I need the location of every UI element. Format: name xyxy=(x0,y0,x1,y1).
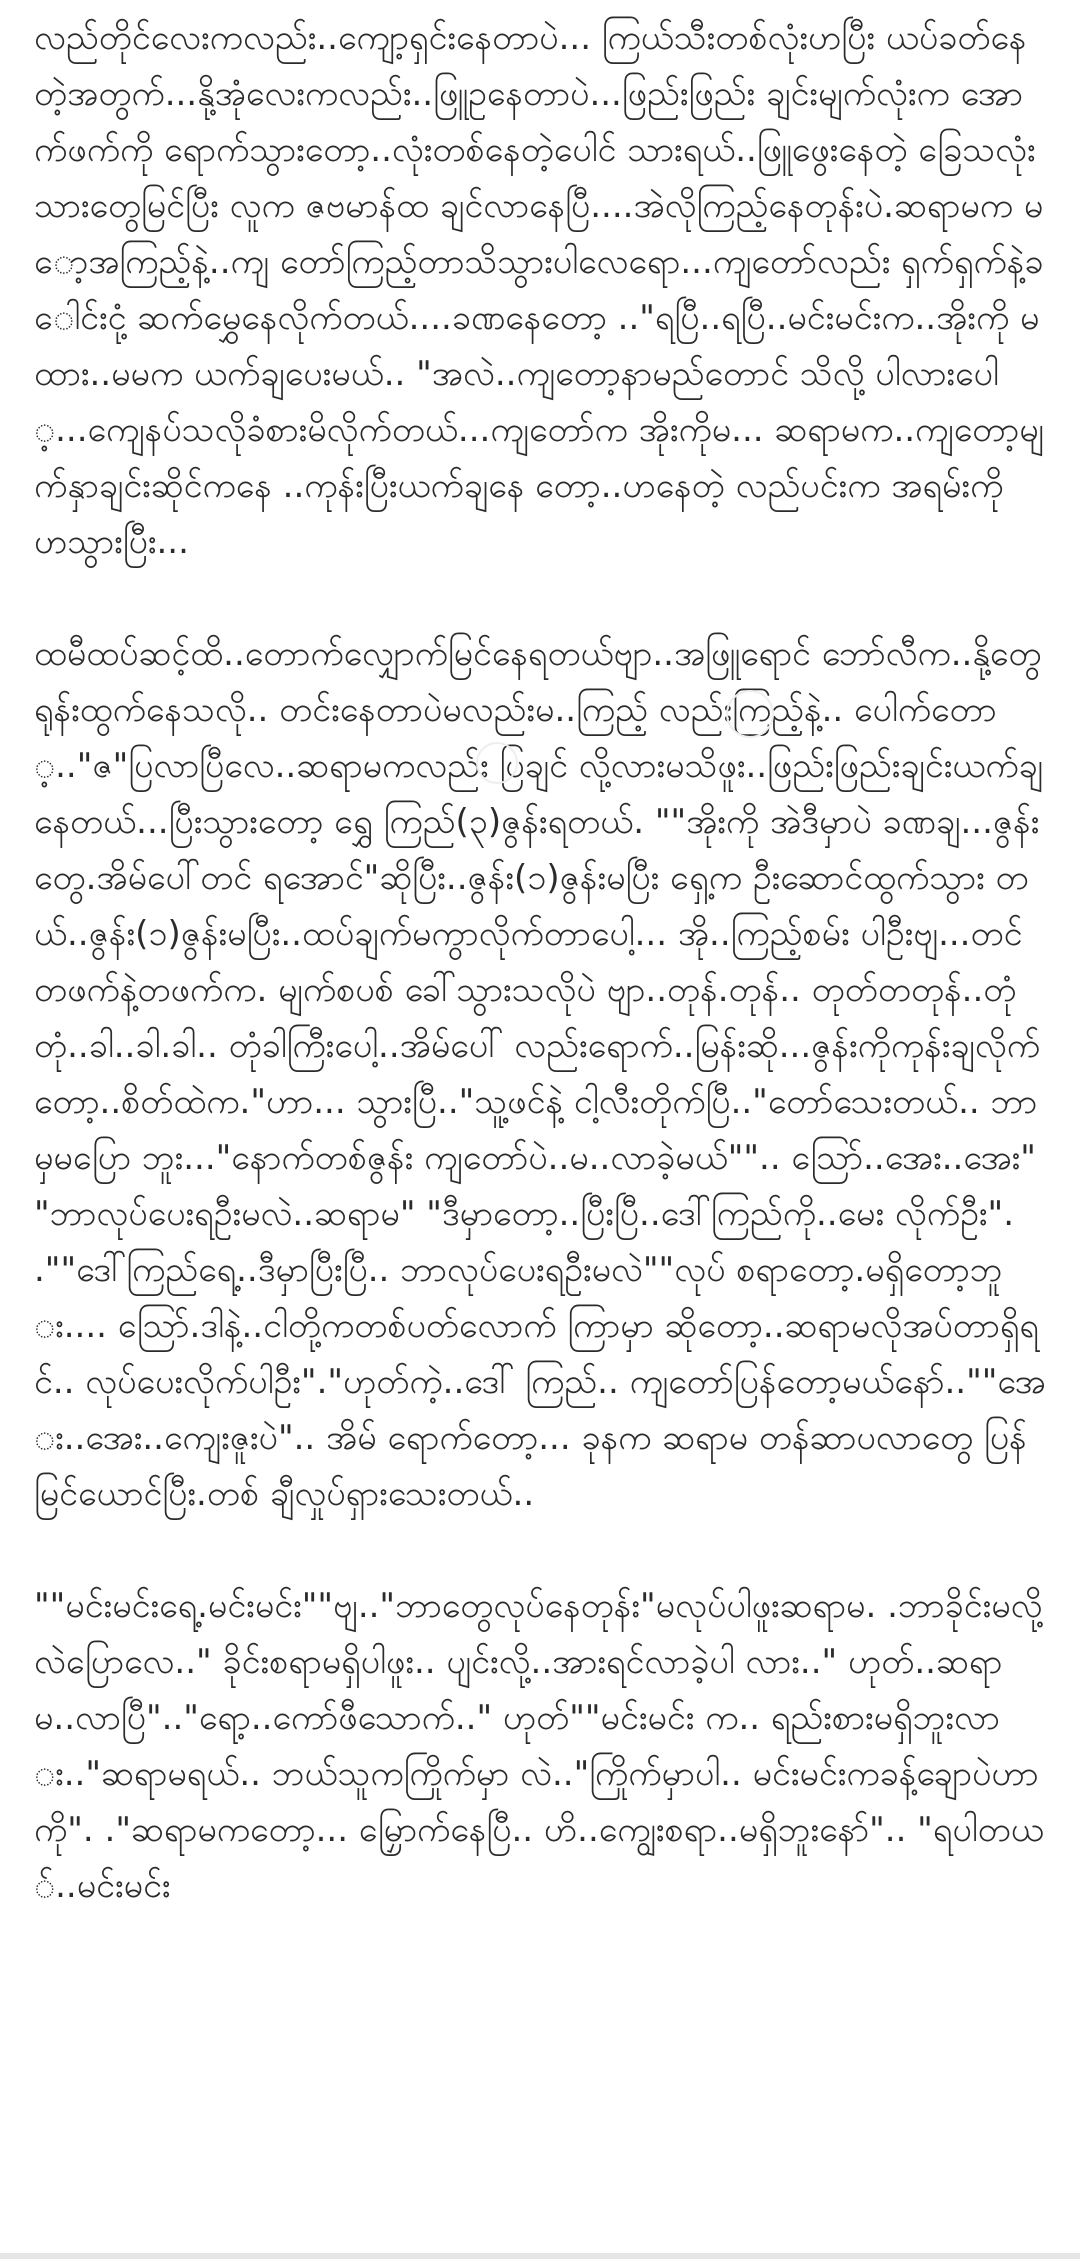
article-paragraph-1: လည်တိုင်လေးကလည်း..ကျော့ရှင်းနေတာပဲ... ကြယ်သီးတစ်လုံးဟပြီး ယပ်ခတ်နေတဲ့အတွက်...နို့အုံလေးကလည်း..ဖြူဥနေတာပဲ...ဖြည်းဖြည်း ချင်းမျက်လုံးက အောက်ဖက်ကို ရောက်သွားတော့..လုံးတစ်နေတဲ့ပေါင် သားရယ်..ဖြူဖွေးနေတဲ့ ခြေသလုံးသားတွေမြင်ပြီး လူက ဇဗမာန်ထ ချင်လာနေပြီ....အဲလိုကြည့်နေတုန်းပဲ.ဆရာမက မော့အကြည့်နဲ့..ကျ တော်ကြည့်တာသိသွားပါလေရော...ကျတော်လည်း ရှက်ရှက်နဲ့ခေါင်းငုံ့ ဆက်မွှေနေလိုက်တယ်....ခဏနေတော့ .."ရပြီ..ရပြီ..မင်းမင်းက..အိုးကို မထား..မမက ယက်ချပေးမယ်.. "အလဲ..ကျတော့နာမည်တောင် သိလို့ ပါလားပေါ့...ကျေနပ်သလိုခံစားမိလိုက်တယ်...ကျတော်က အိုးကိုမ... ဆရာမက..ကျတော့မျက်နှာချင်းဆိုင်ကနေ ..ကုန်းပြီးယက်ချနေ တော့..ဟနေတဲ့ လည်ပင်းက အရမ်းကို ဟသွားပြီး... xyxy=(34,18,1045,562)
article-paragraph-3: ""မင်းမင်းရေ့.မင်းမင်း""ဗျ.."ဘာတွေလုပ်နေတုန်း"မလုပ်ပါဖူးဆရာမ. .ဘာခိုင်းမလို့လဲပြောလေ.." ခိုင်းစရာမရှိပါဖူး.. ပျင်းလို့..အားရင်လာခဲ့ပါ လား.." ဟုတ်..ဆရာမ..လာပြီ".."ရော့..ကော်ဖီသောက်.." ဟုတ်""မင်းမင်း က.. ရည်းစားမရှိဘူးလား.."ဆရာမရယ်.. ဘယ်သူကကြိုက်မှာ လဲ.."ကြိုက်မှာပါ.. မင်းမင်းကခန့်ချောပဲဟာကို". ."ဆရာမကတော့... မြှောက်နေပြီ.. ဟိ..ကျွေးစရာ..မရှိဘူးနော်".. "ရပါတယ်..မင်းမင်း xyxy=(34,1586,1044,1906)
bottom-scroll-bar[interactable] xyxy=(0,2253,1080,2259)
scroll-indicator-icon xyxy=(476,742,518,784)
article-paragraph-2: ထမီထပ်ဆင့်ထိ..တောက်လျှောက်မြင်နေရတယ်ဗျာ..အဖြူရောင် ဘော်လီက..နို့တွေရုန်းထွက်နေသလို.. တင်းနေတာပဲမလည်းမ..ကြည့် လည်းကြည့်နဲ့.. ပေါက်တော့.."ဇ"ပြလာပြီလေ..ဆရာမကလည်း ပြချင် လို့လားမသိဖူး..ဖြည်းဖြည်းချင်းယက်ချနေတယ်...ပြီးသွားတော့ ရွှေ ကြည်(၃)ဇွန်းရတယ်. ""အိုးကို အဲဒီမှာပဲ ခဏချ...ဇွန်းတွေ.အိမ်ပေါ်တင် ရအောင်"ဆိုပြီး..ဇွန်း(၁)ဇွန်းမပြီး ရှေ့က ဦးဆောင်ထွက်သွား တယ်..ဇွန်း(၁)ဇွန်းမပြီး..ထပ်ချက်မကွာလိုက်တာပေါ့... အို..ကြည့်စမ်း ပါဦးဗျ...တင်တဖက်နဲ့တဖက်က. မျက်စပစ် ခေါ်သွားသလိုပဲ ဗျာ..တုန်.တုန်.. တုတ်တတုန်..တုံတုံ..ခါ..ခါ.ခါ.. တုံခါကြီးပေါ့..အိမ်ပေါ် လည်းရောက်..မြန်းဆို...ဇွန်းကိုကုန်းချလိုက်တော့..စိတ်ထဲက."ဟာ... သွားပြီ.."သူ့ဖင်နဲ့ ငါ့လီးတိုက်ပြီ.."တော်သေးတယ်.. ဘာမှမပြော ဘူး..."နောက်တစ်ဇွန်း ကျတော်ပဲ..မ..လာခဲ့မယ်"".. ဩော်..အေး..အေး" "ဘာလုပ်ပေးရဦးမလဲ..ဆရာမ" "ဒီမှာတော့..ပြီးပြီ..ဒေါ်ကြည်ကို..မေး လိုက်ဦး". .""ဒေါ်ကြည်ရေ့..ဒီမှာပြီးပြီ.. ဘာလုပ်ပေးရဦးမလဲ""လုပ် စရာတော့.မရှိတော့ဘူး.... ဩော်.ဒါနဲ့..ငါတို့ကတစ်ပတ်လောက် ကြာမှာ ဆိုတော့..ဆရာမလိုအပ်တာရှိရင်.. လုပ်ပေးလိုက်ပါဦး"."ဟုတ်ကဲ့..ဒေါ် ကြည်.. ကျတော်ပြန်တော့မယ်နော်..""အေး..အေး..ကျေးဇူးပဲ".. အိမ် ရောက်တော့... ခုနက ဆရာမ တန်ဆာပလာတွေ ပြန်မြင်ယောင်ပြီး.တစ် ချီလှုပ်ရှားသေးတယ်.. xyxy=(34,634,1046,1514)
scroll-indicator-icon xyxy=(726,690,774,738)
